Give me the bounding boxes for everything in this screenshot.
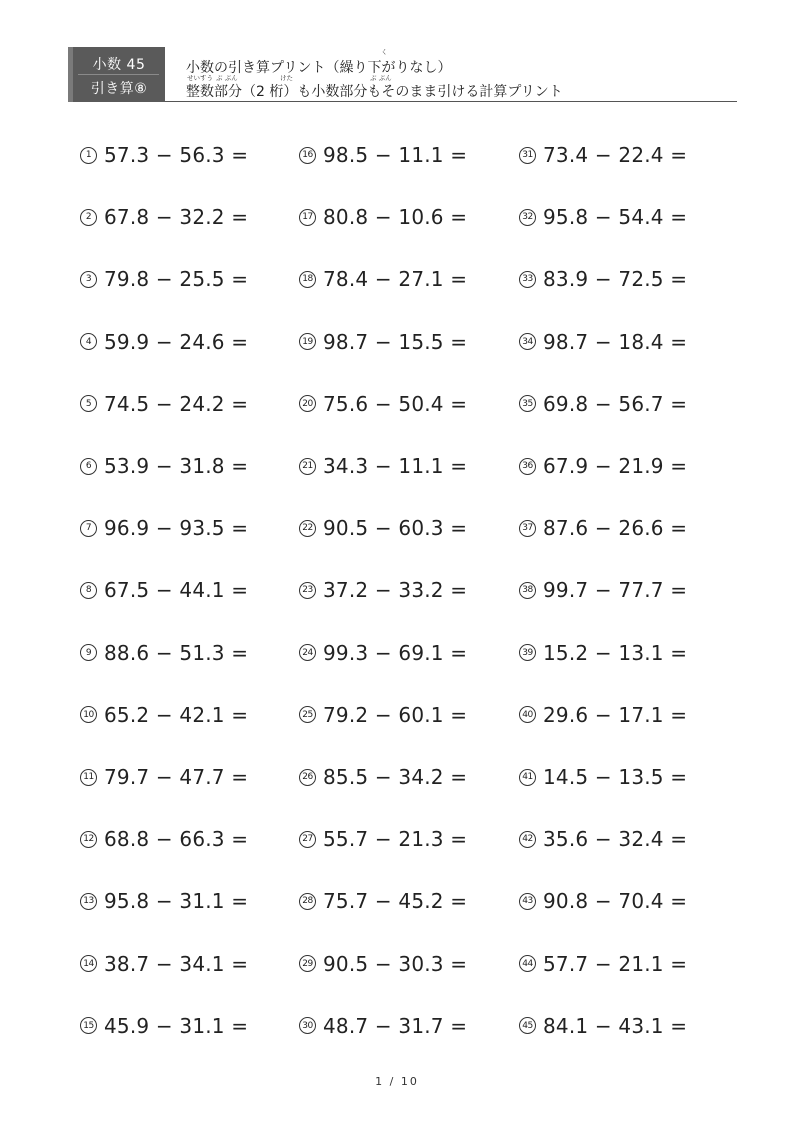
problem-expression: 57.3 − 56.3 = [104, 143, 249, 167]
problem-item [80, 451, 248, 481]
problem-expression: 95.8 − 31.1 = [104, 889, 249, 914]
problem-expression: 88.6 − 51.3 = [104, 640, 249, 665]
problem-item [519, 824, 687, 854]
problem-number: 8 [80, 582, 97, 599]
problem-expression: 98.7 − 15.5 = [323, 329, 468, 354]
problem-expression: 37.2 − 33.2 = [323, 578, 468, 603]
problem-number: 36 [519, 458, 536, 475]
problem-expression: 14.5 − 13.5 = [543, 765, 688, 789]
problem-number: 40 [519, 706, 536, 723]
problem-item [519, 575, 687, 605]
problem-item [519, 451, 687, 481]
badge-series-label: 小数 45 [92, 57, 146, 73]
problem-expression: 79.8 − 25.5 = [104, 267, 249, 292]
problem-item [80, 202, 248, 232]
problem-item [80, 949, 248, 979]
problem-item [519, 638, 687, 668]
problem-item [80, 575, 248, 605]
problem-item [519, 389, 687, 419]
problem-expression: 80.8 − 10.6 = [323, 205, 468, 230]
problem-number: 2 [80, 209, 97, 226]
problem-number: 23 [299, 582, 316, 599]
problem-item [80, 513, 248, 543]
problem-item [299, 264, 467, 294]
problem-item [80, 140, 248, 170]
problem-number: 38 [519, 582, 536, 599]
problem-expression: 69.8 − 56.7 = [543, 391, 688, 416]
problem-number: 17 [299, 209, 316, 226]
problem-number: 27 [299, 831, 316, 848]
problem-number: 13 [80, 893, 97, 910]
problem-expression: 38.7 − 34.1 = [104, 951, 249, 976]
title-badge [68, 47, 165, 102]
problem-item [299, 886, 467, 916]
problem-number: 24 [299, 644, 316, 661]
problem-expression: 57.7 − 21.1 = [543, 951, 688, 976]
problem-item [299, 949, 467, 979]
problem-expression: 79.2 − 60.1 = [323, 702, 468, 727]
worksheet-header [68, 47, 737, 102]
problem-expression: 99.7 − 77.7 = [543, 578, 688, 603]
problem-expression: 83.9 − 72.5 = [543, 267, 688, 292]
problem-number: 10 [80, 706, 97, 723]
problem-item [80, 886, 248, 916]
problem-expression: 68.8 − 66.3 = [104, 827, 249, 852]
problem-number: 29 [299, 955, 316, 972]
ruby-keta: けた [280, 74, 293, 82]
problem-expression: 65.2 − 42.1 = [104, 702, 249, 727]
problem-number: 30 [299, 1017, 316, 1034]
problem-number: 4 [80, 333, 97, 350]
problem-expression: 15.2 − 13.1 = [543, 640, 688, 665]
problem-item [519, 1011, 687, 1041]
problem-item [299, 700, 467, 730]
problem-expression: 87.6 − 26.6 = [543, 516, 688, 541]
problem-item [519, 949, 687, 979]
problem-number: 28 [299, 893, 316, 910]
problem-number: 43 [519, 893, 536, 910]
problem-number: 19 [299, 333, 316, 350]
problem-expression: 96.9 − 93.5 = [104, 516, 249, 541]
problem-number: 7 [80, 520, 97, 537]
problem-number: 9 [80, 644, 97, 661]
problem-item [299, 451, 467, 481]
problem-expression: 48.7 − 31.7 = [323, 1013, 468, 1038]
problem-item [519, 327, 687, 357]
problem-item [80, 327, 248, 357]
problem-expression: 84.1 − 43.1 = [543, 1013, 688, 1038]
ruby-bubun: ぶ ぶん [370, 74, 392, 82]
problem-item [519, 264, 687, 294]
problem-item [80, 638, 248, 668]
page-number: 1 / 10 [375, 1075, 419, 1088]
problem-number: 12 [80, 831, 97, 848]
problem-expression: 75.6 − 50.4 = [323, 391, 468, 416]
problem-expression: 35.6 − 32.4 = [543, 827, 688, 852]
problem-number: 21 [299, 458, 316, 475]
problem-item [80, 700, 248, 730]
problem-expression: 45.9 − 31.1 = [104, 1013, 249, 1038]
problem-expression: 53.9 − 31.8 = [104, 454, 249, 478]
problem-expression: 73.4 − 22.4 = [543, 143, 688, 167]
problem-number: 26 [299, 769, 316, 786]
problem-expression: 90.5 − 30.3 = [323, 951, 468, 976]
problem-item [519, 762, 687, 792]
problem-expression: 29.6 − 17.1 = [543, 702, 688, 727]
problem-number: 37 [519, 520, 536, 537]
problem-item [519, 202, 687, 232]
problem-number: 1 [80, 147, 97, 164]
problem-expression: 99.3 − 69.1 = [323, 640, 468, 665]
problem-expression: 85.5 − 34.2 = [323, 765, 468, 789]
badge-divider [78, 74, 159, 75]
problem-expression: 98.5 − 11.1 = [323, 143, 468, 167]
problem-expression: 98.7 − 18.4 = [543, 329, 688, 354]
problem-item [299, 638, 467, 668]
problem-expression: 34.3 − 11.1 = [323, 454, 468, 478]
problem-number: 16 [299, 147, 316, 164]
problem-expression: 67.5 − 44.1 = [104, 578, 249, 603]
problem-expression: 95.8 − 54.4 = [543, 205, 688, 230]
problem-item [299, 327, 467, 357]
problem-number: 33 [519, 271, 536, 288]
problem-number: 11 [80, 769, 97, 786]
problem-expression: 78.4 − 27.1 = [323, 267, 468, 292]
problem-number: 39 [519, 644, 536, 661]
problem-item [299, 389, 467, 419]
problem-number: 15 [80, 1017, 97, 1034]
ruby-ku: く [381, 48, 388, 56]
problem-expression: 59.9 − 24.6 = [104, 329, 249, 354]
problem-expression: 79.7 − 47.7 = [104, 765, 249, 789]
page-title: 小数の引き算プリント（繰り下がりなし） [186, 60, 452, 76]
page-subtitle: 整数部分（2 桁）も小数部分もそのまま引ける計算プリント [186, 84, 563, 100]
problem-expression: 67.9 − 21.9 = [543, 454, 688, 478]
ruby-bubun: ぶ ぶん [216, 74, 238, 82]
problem-number: 20 [299, 395, 316, 412]
problem-item [80, 762, 248, 792]
problem-number: 5 [80, 395, 97, 412]
problem-item [80, 824, 248, 854]
problem-number: 14 [80, 955, 97, 972]
problem-item [519, 886, 687, 916]
problem-item [299, 1011, 467, 1041]
problem-number: 31 [519, 147, 536, 164]
problem-number: 42 [519, 831, 536, 848]
problem-item [299, 202, 467, 232]
problem-item [299, 824, 467, 854]
problem-number: 32 [519, 209, 536, 226]
problem-number: 45 [519, 1017, 536, 1034]
problem-item [80, 389, 248, 419]
problem-item [80, 264, 248, 294]
problem-number: 18 [299, 271, 316, 288]
problem-number: 44 [519, 955, 536, 972]
problem-number: 3 [80, 271, 97, 288]
badge-topic-label: 引き算⑧ [90, 81, 148, 97]
problem-number: 6 [80, 458, 97, 475]
problem-expression: 55.7 − 21.3 = [323, 827, 468, 852]
problem-number: 25 [299, 706, 316, 723]
problem-item [299, 140, 467, 170]
ruby-seisuu: せいすう [187, 74, 213, 82]
problem-expression: 75.7 − 45.2 = [323, 889, 468, 914]
problem-number: 22 [299, 520, 316, 537]
problem-expression: 90.5 − 60.3 = [323, 516, 468, 541]
problem-number: 35 [519, 395, 536, 412]
problem-number: 34 [519, 333, 536, 350]
header-rule [165, 101, 737, 102]
problem-item [299, 575, 467, 605]
problem-item [299, 762, 467, 792]
problem-expression: 67.8 − 32.2 = [104, 205, 249, 230]
problem-item [519, 140, 687, 170]
problem-item [519, 700, 687, 730]
problem-expression: 90.8 − 70.4 = [543, 889, 688, 914]
problem-number: 41 [519, 769, 536, 786]
problem-item [519, 513, 687, 543]
problem-item [299, 513, 467, 543]
problem-expression: 74.5 − 24.2 = [104, 391, 249, 416]
problem-item [80, 1011, 248, 1041]
